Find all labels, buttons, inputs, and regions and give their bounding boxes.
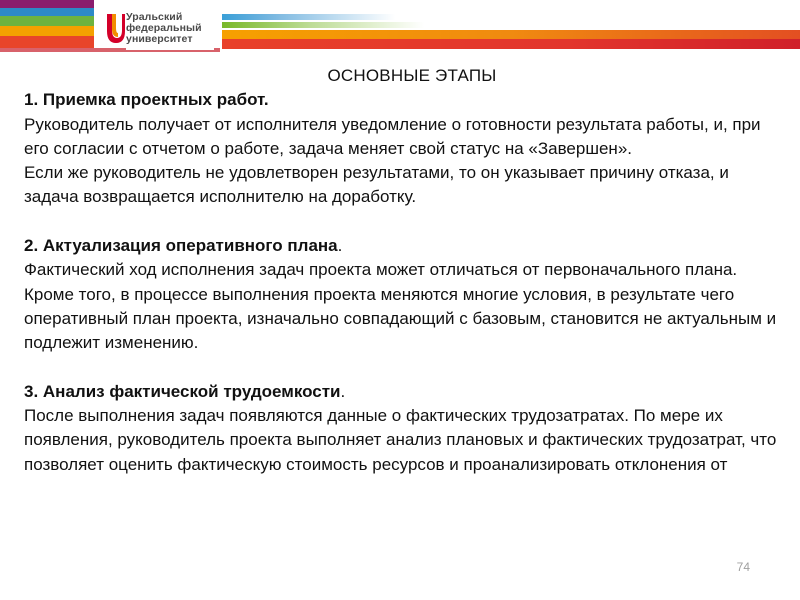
logo-line-1: Уральский <box>126 11 183 23</box>
section-heading-dot: . <box>340 381 346 401</box>
slide-content <box>24 64 780 477</box>
logo-line-2: федеральный <box>126 22 202 34</box>
page-number: 74 <box>736 560 750 574</box>
section-heading-text: 2. Актуализация оперативного плана <box>24 236 338 256</box>
section-heading-text: 3. Анализ фактической трудоемкости <box>24 381 341 401</box>
section-heading <box>24 234 780 258</box>
logo-line-3: университет <box>126 33 193 45</box>
slide-title: ОСНОВНЫЕ ЭТАПЫ <box>327 66 497 85</box>
slide-header <box>0 0 800 58</box>
section-paragraph: Руководитель получает от исполнителя уведомление о готовности результата работы, и, при его согласии с отчетом о работе, задача меняет свой статус на «Завершен». <box>24 114 761 158</box>
section-paragraph: Если же руководитель не удовлетворен результатами, то он указывает причину отказа, и задача возвращается исполнителю на доработку. <box>24 163 729 207</box>
university-name <box>126 12 202 45</box>
section-1 <box>24 88 780 209</box>
section-3 <box>24 380 780 477</box>
section-paragraph: Фактический ход исполнения задач проекта может отличаться от первоначального плана. Кроме того, в процессе выполнения проекта меняются многие условия, в результате чего оперативный план проекта, изначально совпадающий с базовым, становится не актуальным и подлежит изменению. <box>24 260 777 353</box>
section-paragraph: После выполнения задач появляются данные о фактических трудозатратах. По мере их появления, руководитель проекта выполняет анализ плановых и фактических трудозатрат, что позволяет оценить фактическую стоимость ресурсов и проанализировать отклонения от <box>24 406 777 474</box>
section-2 <box>24 234 780 355</box>
section-heading: 1. Приемка проектных работ. <box>24 90 269 110</box>
section-heading-dot: . <box>337 236 343 256</box>
section-heading <box>24 380 780 404</box>
